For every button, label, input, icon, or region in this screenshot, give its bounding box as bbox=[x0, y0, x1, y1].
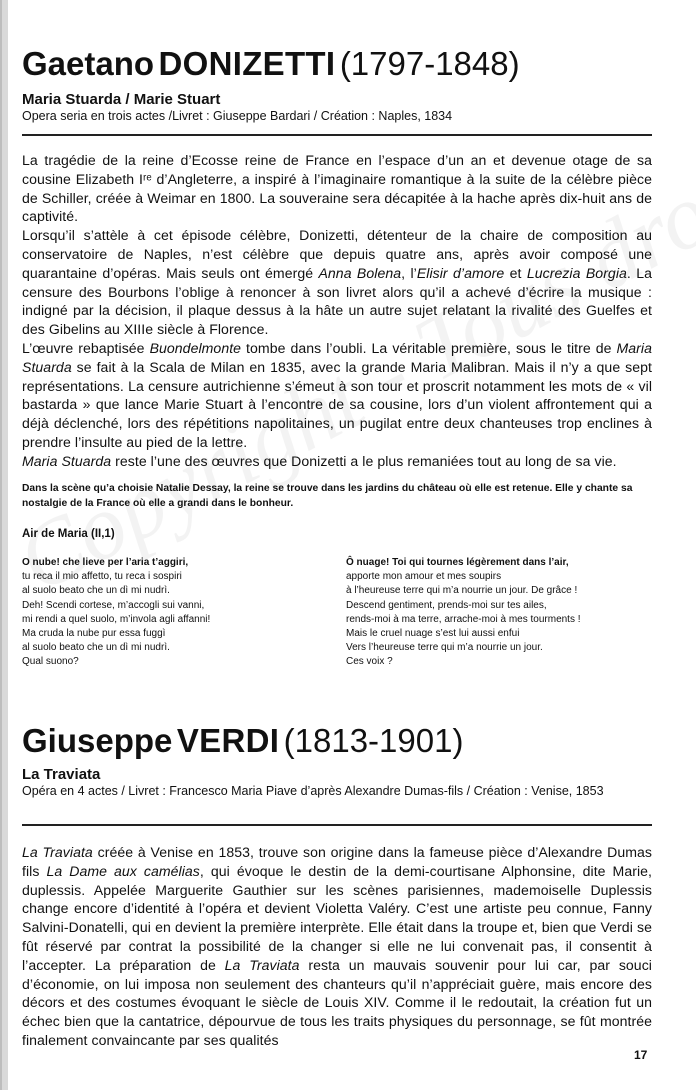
composer-first-name: Gaetano bbox=[22, 45, 155, 82]
lyric-line: Qual suono? bbox=[22, 656, 79, 668]
lyrics-italian bbox=[22, 556, 210, 670]
section-divider bbox=[22, 134, 652, 136]
composer-last-name: VERDI bbox=[176, 722, 280, 759]
lyric-line: rends-moi à ma terre, arrache-moi à mes tourments ! bbox=[346, 613, 581, 625]
work-title: La Traviata bbox=[22, 766, 101, 783]
composer-heading bbox=[22, 724, 652, 757]
lyric-line: Deh! Scendi cortese, m’accogli sui vanni, bbox=[22, 599, 205, 611]
composer-dates: (1813-1901) bbox=[283, 722, 464, 759]
lyrics-french bbox=[346, 556, 581, 670]
paragraph: L’œuvre rebaptisée Buondelmonte tombe dans l’oubli. La véritable première, sous le titre de Maria Stuarda se fait à la Scala de Milan en 1835, avec la grande Maria Malibran. Mais il n’y a que sept représentations. La censure autrichienne s’émeut à son tour et proscrit notamment les mots de « vil bastarda » que lance Marie Stuart à l’encontre de sa cousine, lors d’un violent affrontement qui a déjà déclenché, lors des répétitions napolitaines, un pugilat entre deux chanteuses trop enclines à prendre l’insulte au pied de la lettre. bbox=[22, 339, 652, 450]
lyric-line: tu reca il mio affetto, tu reca i sospiri bbox=[22, 571, 182, 583]
work-meta: Opera seria en trois actes /Livret : Giuseppe Bardari / Création : Naples, 1834 bbox=[22, 109, 453, 123]
verdi-work-block bbox=[22, 766, 652, 800]
donizetti-body bbox=[22, 151, 652, 471]
lyric-line: O nube! che lieve per l’aria t’aggiri, bbox=[22, 557, 189, 568]
lyric-line: Ma cruda la nube pur essa fuggì bbox=[22, 628, 166, 640]
composer-heading bbox=[22, 47, 652, 80]
scan-edge bbox=[2, 0, 8, 1090]
lyric-line: à l’heureuse terre qui m’a nourrie un jour. De grâce ! bbox=[346, 585, 578, 597]
lyric-line: al suolo beato che un dì mi nudrì. bbox=[22, 585, 170, 597]
lyric-line: Vers l’heureuse terre qui m’a nourrie un jour. bbox=[346, 642, 543, 654]
scene-intro: Dans la scène qu’a choisie Natalie Dessay, la reine se trouve dans les jardins du château où elle est retenue. Elle y chante sa nostalgie de la France où elle a grandi dans le bonheur. bbox=[22, 483, 633, 509]
lyric-line: Ô nuage! Toi qui tournes légèrement dans l’air, bbox=[346, 557, 569, 568]
work-meta: Opéra en 4 actes / Livret : Francesco Maria Piave d’après Alexandre Dumas-fils / Création : Venise, 1853 bbox=[22, 784, 604, 798]
donizetti-header bbox=[22, 47, 652, 80]
page-number: 17 bbox=[634, 1048, 648, 1062]
section-divider bbox=[22, 824, 652, 826]
paragraph: La Traviata créée à Venise en 1853, trouve son origine dans la fameuse pièce d’Alexandre Dumas fils La Dame aux camélias, qui évoque le destin de la demi-courtisane Alphonsine, dite Marie, duplessis. Appelée Marguerite Gauthier sur les scènes parisiennes, mademoiselle Duplessis change encore d’identité à l’opéra et devient Violetta Valéry. C’est une artiste peu connue, Fanny Salvini-Donatelli, qui en devient la première interprète. Elle était dans la troupe et, bien que Verdi se fût réservé par contrat la possibilité de la changer si elle ne lui convenait pas, il consentit à l’accepter. La préparation de La Traviata resta un mauvais souvenir pour lui car, par souci d’économie, on lui imposa non seulement des chanteurs qu’il n’appréciait guère, mais encore des décors et des costumes évoquant le siècle de Louis XIV. Comme il le redoutait, la création fut un échec bien que la cantatrice, dépourvue de tous les traits physiques du personnage, se fût montrée finalement convaincante par ses qualités bbox=[22, 844, 653, 1048]
paragraph: La tragédie de la reine d’Ecosse reine de France en l’espace d’un an et devenue otage de sa cousine Elizabeth Iʳᵉ d’Angleterre, a inspiré à l’imaginaire romantique à la suite de la célèbre pièce de Schiller, créée à Weimar en 1800. La souveraine sera décapitée à la hache après dix-huit ans de captivité. bbox=[22, 152, 652, 225]
lyric-line: al suolo beato che un dì mi nudrì. bbox=[22, 642, 170, 654]
lyric-line: apporte mon amour et mes soupirs bbox=[346, 571, 502, 583]
composer-last-name: DONIZETTI bbox=[158, 45, 336, 82]
lyric-line: Ces voix ? bbox=[346, 656, 393, 668]
lyric-line: Descend gentiment, prends-moi sur tes ailes, bbox=[346, 599, 547, 611]
composer-first-name: Giuseppe bbox=[22, 722, 173, 759]
work-title: Maria Stuarda / Marie Stuart bbox=[22, 91, 221, 108]
verdi-body bbox=[22, 843, 652, 1050]
lyric-line: mi rendi a quel suolo, m’invola agli affanni! bbox=[22, 613, 211, 625]
paragraph: Maria Stuarda reste l’une des œuvres que Donizetti a le plus remaniées tout au long de sa vie. bbox=[22, 452, 617, 469]
paragraph: Lorsqu’il s’attèle à cet épisode célèbre, Donizetti, détenteur de la chaire de composition au conservatoire de Naples, n’est célèbre que depuis quatre ans, après avoir composé une quarantaine d’opéras. Mais seuls ont émergé Anna Bolena, l’Elisir d’amore et Lucrezia Borgia. La censure des Bourbons l’oblige à renoncer à son livret alors qu’il a achevé d’écrire la musique : indigné par la décision, il plaque dessus à la hâte un autre sujet relatant la rivalité des Guelfes et des Gibelins au XIIIe siècle à Florence. bbox=[22, 227, 652, 338]
composer-dates: (1797-1848) bbox=[339, 45, 520, 82]
verdi-header bbox=[22, 724, 652, 757]
lyric-line: Mais le cruel nuage s’est lui aussi enfui bbox=[346, 628, 520, 640]
air-title: Air de Maria (II,1) bbox=[22, 528, 115, 540]
donizetti-work-block bbox=[22, 91, 652, 125]
